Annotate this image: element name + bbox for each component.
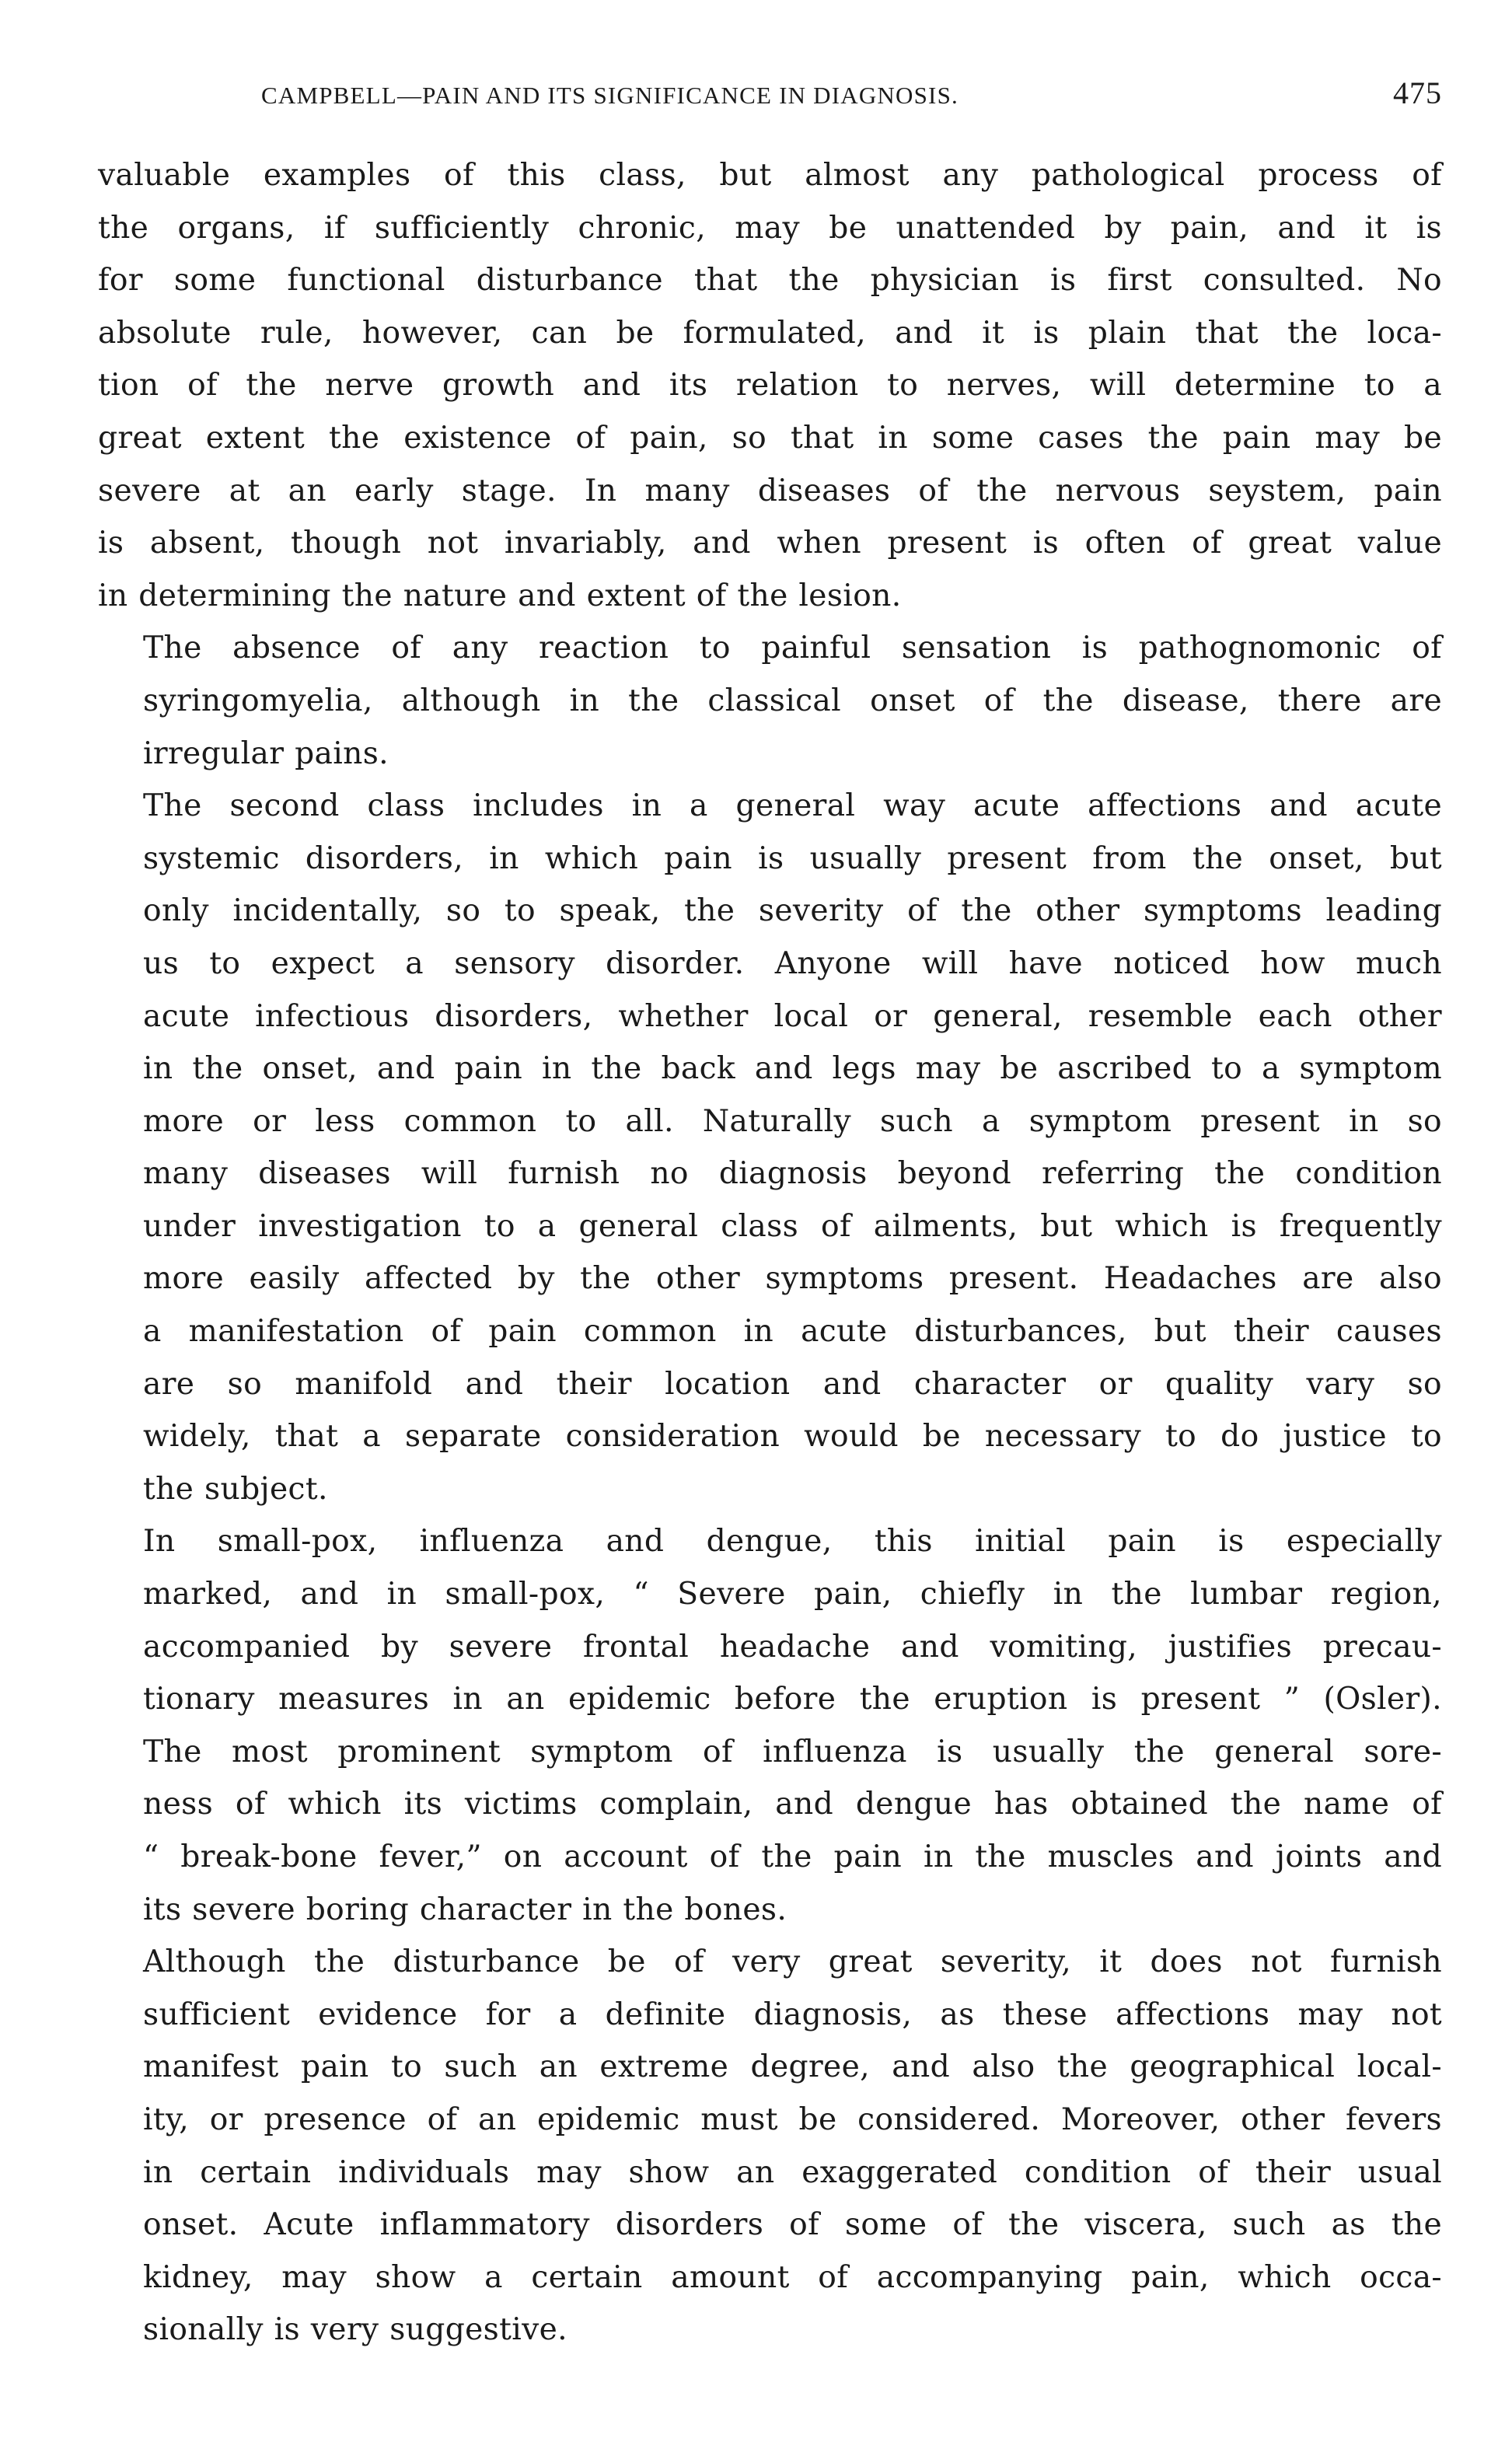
text-line: its severe boring character in the bones. [143,1892,787,1927]
text-line: The second class includes in a general way acute affections and acute [143,788,1442,824]
text-line: onset. Acute inflammatory disorders of some of the viscera, such as the [143,2207,1442,2243]
paragraph [98,1515,1442,1936]
text-line: a manifestation of pain common in acute disturbances, but their causes [143,1314,1442,1350]
text-line: tionary measures in an epidemic before the eruption is present ” (Osler). [143,1682,1442,1717]
text-line: many diseases will furnish no diagnosis beyond referring the condition [143,1156,1442,1192]
text-line: ity, or presence of an epidemic must be considered. Moreover, other fevers [143,2101,1442,2137]
text-line: in certain individuals may show an exaggerated condition of their usual [143,2154,1442,2190]
running-head [98,75,1442,123]
text-line: manifest pain to such an extreme degree, and also the geographical local- [143,2049,1442,2085]
page-number: 475 [1393,75,1442,110]
text-line: more easily affected by the other symptoms present. Headaches are also [143,1261,1442,1297]
text-line: us to expect a sensory disorder. Anyone will have noticed how much [143,945,1442,981]
text-line: severe at an early stage. In many diseases of the nervous seystem, pain [98,473,1442,508]
text-line: sufficient evidence for a definite diagnosis, as these affections may not [143,1997,1442,2032]
text-line: only incidentally, so to speak, the severity of the other symptoms leading [143,893,1442,929]
paragraph [98,780,1442,1515]
text-line: In small-pox, influenza and dengue, this initial pain is especially [143,1524,1442,1560]
paragraph [98,149,1442,622]
text-line: ness of which its victims complain, and dengue has obtained the name of [143,1787,1442,1822]
text-line: accompanied by severe frontal headache and vomiting, justifies precau- [143,1629,1442,1665]
text-line: are so manifold and their location and character or quality vary so [143,1366,1442,1402]
text-line: in determining the nature and extent of the lesion. [98,578,902,613]
text-line: The most prominent symptom of influenza is usually the general sore- [143,1734,1442,1769]
text-line: sionally is very suggestive. [143,2312,567,2348]
text-line: for some functional disturbance that the physician is first consulted. No [98,263,1442,299]
text-line: “ break-bone fever,” on account of the pain in the muscles and joints and [143,1839,1442,1874]
text-line: The absence of any reaction to painful sensation is pathognomonic of [143,631,1442,666]
paragraph [98,1936,1442,2356]
paragraph [98,622,1442,780]
text-line: the subject. [143,1471,328,1507]
text-line: absolute rule, however, can be formulated, and it is plain that the loca- [98,315,1442,351]
text-line: in the onset, and pain in the back and legs may be ascribed to a symptom [143,1051,1442,1087]
body-text [98,149,1442,2356]
text-line: valuable examples of this class, but almost any pathological process of [98,158,1442,193]
text-line: more or less common to all. Naturally such a symptom present in so [143,1103,1442,1139]
text-line: the organs, if sufficiently chronic, may be unattended by pain, and it is [98,210,1442,246]
text-line: widely, that a separate consideration would be necessary to do justice to [143,1419,1442,1455]
text-line: great extent the existence of pain, so that in some cases the pain may be [98,420,1442,456]
running-head-title: CAMPBELL—PAIN AND ITS SIGNIFICANCE IN DIAGNOSIS. [261,82,959,109]
text-line: acute infectious disorders, whether local or general, resemble each other [143,998,1442,1034]
text-line: syringomyelia, although in the classical onset of the disease, there are [143,683,1442,718]
text-line: Although the disturbance be of very great severity, it does not furnish [143,1944,1442,1980]
text-line: marked, and in small-pox, “ Severe pain, chiefly in the lumbar region, [143,1577,1442,1612]
text-line: systemic disorders, in which pain is usually present from the onset, but [143,840,1442,876]
text-line: irregular pains. [143,735,389,771]
text-line: under investigation to a general class of ailments, but which is frequently [143,1208,1442,1244]
text-line: kidney, may show a certain amount of accompanying pain, which occa- [143,2259,1442,2295]
text-line: tion of the nerve growth and its relation to nerves, will determine to a [98,368,1442,404]
text-line: is absent, though not invariably, and when present is often of great value [98,526,1442,561]
